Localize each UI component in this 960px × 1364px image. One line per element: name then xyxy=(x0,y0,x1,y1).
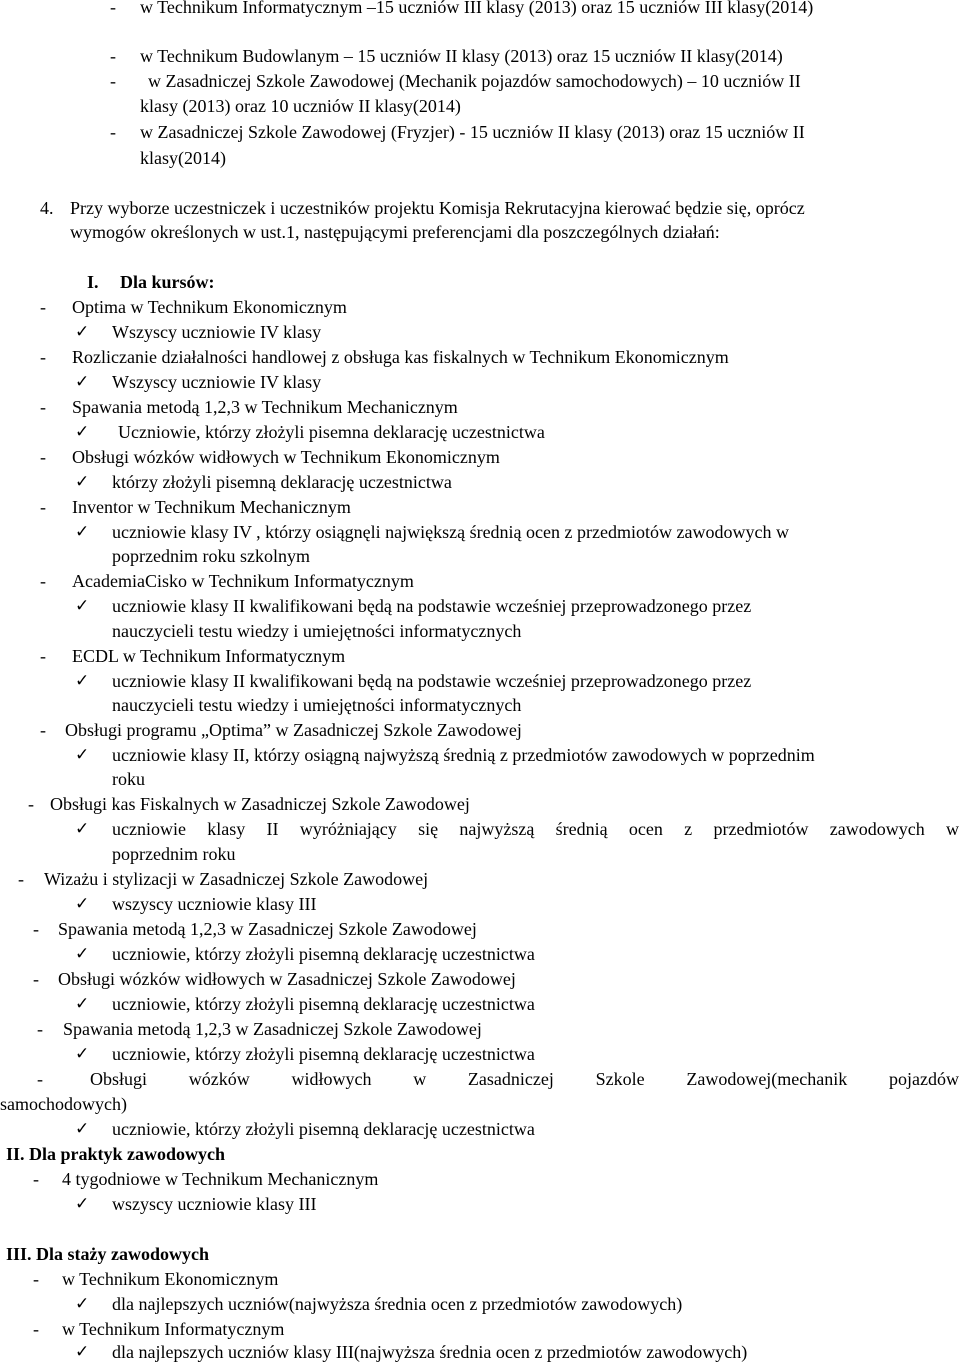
dash: - xyxy=(37,1069,43,1089)
course-criteria: uczniowie, którzy złożyli pisemną deklarację uczestnictwa xyxy=(112,1044,535,1064)
check-icon: ✓ xyxy=(75,671,90,691)
course-criteria: uczniowie, którzy złożyli pisemną deklarację uczestnictwa xyxy=(112,994,535,1014)
dash: - xyxy=(40,646,46,666)
check-icon: ✓ xyxy=(75,745,90,765)
course-criteria: Wszyscy uczniowie IV klasy xyxy=(112,372,322,392)
dash: - xyxy=(33,969,39,989)
course-name: ECDL w Technikum Informatycznym xyxy=(72,646,346,666)
intro-text: w Zasadniczej Szkole Zawodowej (Fryzjer) - 15 uczniów II klasy (2013) oraz 15 uczniów II xyxy=(140,122,805,142)
intro-item xyxy=(0,0,960,19)
course-criteria: uczniowie klasy II kwalifikowani będą na podstawie wcześniej przeprowadzonego przez xyxy=(112,671,752,691)
dash: - xyxy=(33,919,39,939)
check-icon: ✓ xyxy=(75,596,90,616)
check-icon: ✓ xyxy=(75,1342,90,1362)
practice-name: 4 tygodniowe w Technikum Mechanicznym xyxy=(62,1169,379,1189)
check-icon: ✓ xyxy=(75,372,90,392)
course-name: Obsługi wózków widłowych w Technikum Ekonomicznym xyxy=(72,447,500,467)
dash: - xyxy=(33,1319,39,1339)
internship-name: w Technikum Ekonomicznym xyxy=(62,1269,279,1289)
course-criteria: nauczycieli testu wiedzy i umiejętności informatycznych xyxy=(112,621,522,641)
intro-item xyxy=(0,69,960,93)
check-icon: ✓ xyxy=(75,819,90,839)
course-name-continued: samochodowych) xyxy=(0,1094,127,1114)
course-name: AcademiaCisko w Technikum Informatycznym xyxy=(72,571,414,591)
check-icon: ✓ xyxy=(75,944,90,964)
check-icon: ✓ xyxy=(75,894,90,914)
section-title: II. Dla praktyk zawodowych xyxy=(6,1144,226,1164)
course-criteria: uczniowie klasy IV , którzy osiągnęli największą średnią ocen z przedmiotów zawodowych w xyxy=(112,522,789,542)
point4-line: wymogów określonych w ust.1, następującymi preferencjami dla poszczególnych działań: xyxy=(70,222,720,242)
dash: - xyxy=(40,397,46,417)
intro-text: klasy(2014) xyxy=(140,148,226,168)
dash: - xyxy=(28,794,34,814)
dash: - xyxy=(110,46,116,66)
check-icon: ✓ xyxy=(75,1194,90,1214)
point-number: 4. xyxy=(40,198,54,218)
practice-criteria: wszyscy uczniowie klasy III xyxy=(112,1194,317,1214)
course-criteria: uczniowie klasy II kwalifikowani będą na podstawie wcześniej przeprowadzonego przez xyxy=(112,596,752,616)
dash: - xyxy=(40,497,46,517)
internship-criteria: dla najlepszych uczniów klasy III(najwyższa średnia ocen z przedmiotów zawodowych) xyxy=(112,1342,748,1362)
intro-item xyxy=(0,120,960,144)
check-icon: ✓ xyxy=(75,422,90,442)
dash: - xyxy=(110,0,116,17)
course-name: Spawania metodą 1,2,3 w Zasadniczej Szkole Zawodowej xyxy=(58,919,477,939)
section-title: Dla kursów: xyxy=(120,272,215,292)
course-criteria: uczniowie klasy II, którzy osiągną najwyższą średnią z przedmiotów zawodowych w poprzednim xyxy=(112,745,815,765)
dash: - xyxy=(40,571,46,591)
dash: - xyxy=(110,71,116,91)
course-criteria: uczniowie, którzy złożyli pisemną deklarację uczestnictwa xyxy=(112,1119,535,1139)
check-icon: ✓ xyxy=(75,472,90,492)
dash: - xyxy=(110,122,116,142)
course-name: Obsługi wózków widłowych w Zasadniczej Szkole Zawodowej(mechanik pojazdów xyxy=(90,1069,959,1089)
course-name: Spawania metodą 1,2,3 w Technikum Mechanicznym xyxy=(72,397,458,417)
course-name: Rozliczanie działalności handlowej z obsługa kas fiskalnych w Technikum Ekonomicznym xyxy=(72,347,729,367)
course-criteria: poprzednim roku xyxy=(112,844,236,864)
internship-name: w Technikum Informatycznym xyxy=(62,1319,285,1339)
dash: - xyxy=(40,447,46,467)
course-name: Optima w Technikum Ekonomicznym xyxy=(72,297,347,317)
check-icon: ✓ xyxy=(75,1119,90,1139)
check-icon: ✓ xyxy=(75,994,90,1014)
check-icon: ✓ xyxy=(75,1294,90,1314)
course-name: Obsługi kas Fiskalnych w Zasadniczej Szkole Zawodowej xyxy=(50,794,470,814)
course-name: Obsługi programu „Optima” w Zasadniczej Szkole Zawodowej xyxy=(65,720,522,740)
course-criteria: uczniowie klasy II wyróżniający się najwyższą średnią ocen z przedmiotów zawodowych w xyxy=(112,819,959,839)
dash: - xyxy=(40,297,46,317)
course-criteria: którzy złożyli pisemną deklarację uczestnictwa xyxy=(112,472,452,492)
dash: - xyxy=(40,347,46,367)
course-criteria: nauczycieli testu wiedzy i umiejętności informatycznych xyxy=(112,695,522,715)
dash: - xyxy=(18,869,24,889)
intro-text: w Zasadniczej Szkole Zawodowej (Mechanik pojazdów samochodowych) – 10 uczniów II xyxy=(148,71,801,91)
internship-criteria: dla najlepszych uczniów(najwyższa średnia ocen z przedmiotów zawodowych) xyxy=(112,1294,683,1314)
course-criteria: wszyscy uczniowie klasy III xyxy=(112,894,317,914)
course-criteria: Uczniowie, którzy złożyli pisemna deklarację uczestnictwa xyxy=(118,422,545,442)
dash: - xyxy=(37,1019,43,1039)
course-name: Inventor w Technikum Mechanicznym xyxy=(72,497,351,517)
course-name: Wizażu i stylizacji w Zasadniczej Szkole Zawodowej xyxy=(44,869,429,889)
course-criteria: poprzednim roku szkolnym xyxy=(112,546,310,566)
intro-text: w Technikum Budowlanym – 15 uczniów II klasy (2013) oraz 15 uczniów II klasy(2014) xyxy=(140,46,783,66)
check-icon: ✓ xyxy=(75,322,90,342)
intro-text: w Technikum Informatycznym –15 uczniów III klasy (2013) oraz 15 uczniów III klasy(2014) xyxy=(140,0,814,17)
section-roman: I. xyxy=(87,272,99,292)
intro-text: klasy (2013) oraz 10 uczniów II klasy(2014) xyxy=(140,96,461,116)
course-name: Spawania metodą 1,2,3 w Zasadniczej Szkole Zawodowej xyxy=(63,1019,482,1039)
course-criteria: roku xyxy=(112,769,145,789)
course-criteria: Wszyscy uczniowie IV klasy xyxy=(112,322,322,342)
section-title: III. Dla staży zawodowych xyxy=(6,1244,210,1264)
check-icon: ✓ xyxy=(75,1044,90,1064)
course-name: Obsługi wózków widłowych w Zasadniczej Szkole Zawodowej xyxy=(58,969,516,989)
dash: - xyxy=(33,1169,39,1189)
course-criteria: uczniowie, którzy złożyli pisemną deklarację uczestnictwa xyxy=(112,944,535,964)
dash: - xyxy=(40,720,46,740)
dash: - xyxy=(33,1269,39,1289)
intro-item xyxy=(0,44,960,68)
point4-line: Przy wyborze uczestniczek i uczestników projektu Komisja Rekrutacyjna kierować będzie się, oprócz xyxy=(70,198,805,218)
check-icon: ✓ xyxy=(75,522,90,542)
